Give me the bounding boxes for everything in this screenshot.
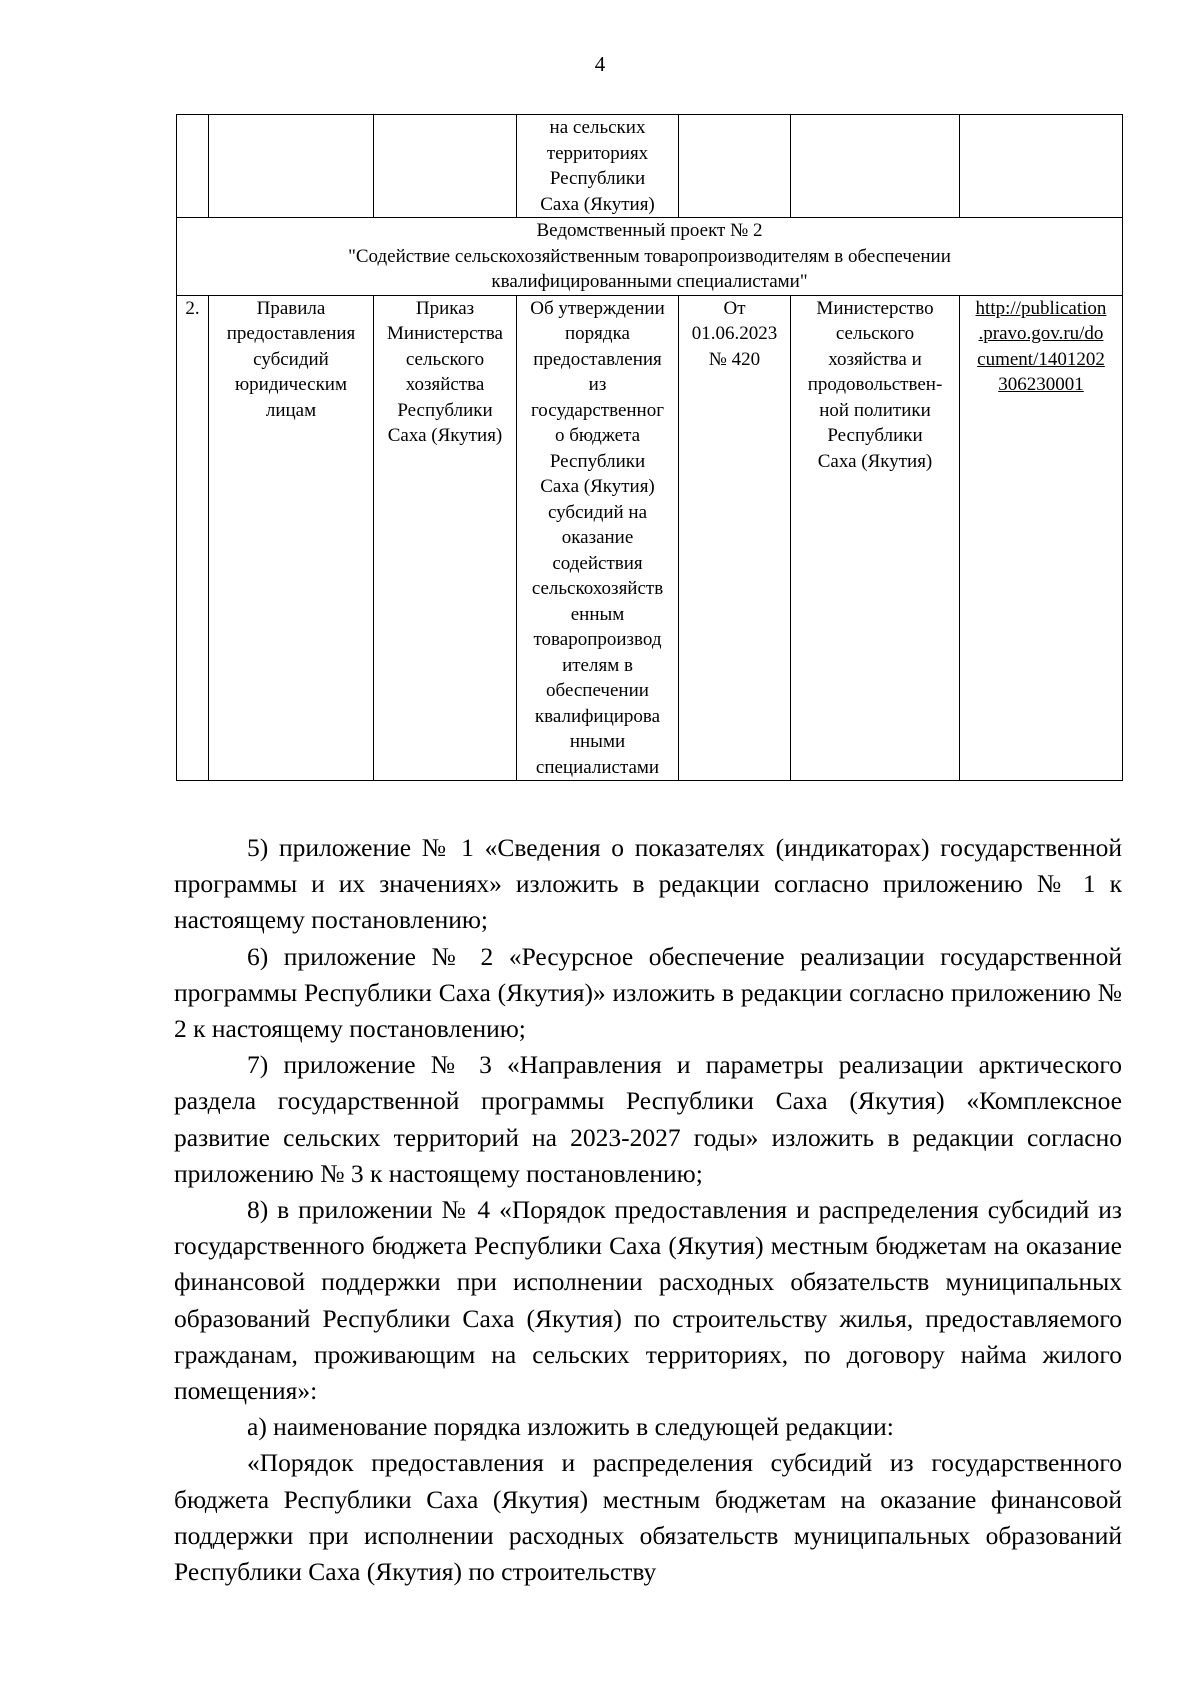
cell-org — [791, 295, 960, 781]
cell-line: Саха (Якутия) — [540, 476, 655, 497]
cell-line: продовольствен- — [807, 374, 943, 395]
cell-line: сельскохозяйств — [531, 578, 664, 599]
cell-line: предоставления — [533, 348, 662, 370]
cell-line: территориях — [546, 142, 649, 164]
cell-line: Саха (Якутия) — [817, 450, 933, 472]
document-link[interactable] — [962, 296, 1120, 398]
cell-line: От — [723, 297, 746, 319]
cell-date — [679, 295, 791, 781]
cell-line: № 420 — [708, 348, 761, 370]
paragraph-8: 8) в приложении № 4 «Порядок предоставления и распределения субсидий из государственного бюджета Республики Саха (Якутия) местным бюджетам на оказание финансовой поддержки при исполнении расходных обязательств муниципальных образований Республики Саха (Якутия) по строительству жилья, предоставляемого гражданам, проживающим на сельских территориях, по договору найма жилого помещения»: — [174, 1195, 1122, 1406]
cell-link — [960, 115, 1123, 218]
cell-line: Саха (Якутия) — [387, 425, 503, 446]
cell-line: субсидий — [253, 348, 329, 370]
section-header-row — [177, 218, 1123, 296]
cell-line: квалифицирова — [534, 705, 661, 727]
cell-line: сельского — [835, 323, 915, 344]
cell-line: нными — [569, 731, 626, 752]
cell-line: енным — [570, 603, 625, 625]
cell-date — [679, 115, 791, 218]
cell-line: Республики — [549, 168, 646, 189]
cell-title — [517, 295, 679, 781]
cell-line: товаропроизвод — [533, 629, 662, 650]
cell-line: Ведомственный проект № 2 — [536, 220, 763, 241]
cell-line: сельского — [405, 348, 485, 370]
paragraph-a: а) наименование порядка изложить в следующей редакции: — [247, 1412, 894, 1442]
cell-link — [960, 295, 1123, 781]
cell-line: лицам — [265, 399, 317, 421]
cell-line: Саха (Якутия) — [540, 193, 655, 215]
cell-line: Правила — [256, 297, 326, 319]
cell-line: государственног — [530, 399, 665, 421]
cell-line: субсидий на — [547, 501, 648, 523]
cell-line: обеспечении — [546, 680, 649, 701]
section-header — [177, 218, 1123, 296]
paragraph-6: 6) приложение № 2 «Ресурсное обеспечение реализации государственной программы Республики Саха (Якутия)» изложить в редакции согласно приложению № 2 к настоящему постановлению; — [174, 941, 1122, 1044]
page-number: 4 — [594, 52, 606, 76]
cell-line: ителям в — [562, 654, 633, 676]
table-row — [177, 295, 1123, 781]
programs-table — [176, 114, 1123, 781]
cell-line: Об утверждении — [530, 297, 665, 319]
cell-line: 01.06.2023 — [691, 323, 778, 344]
cell-act — [374, 295, 517, 781]
table-row-continued — [177, 115, 1123, 218]
cell-line: Республики — [827, 425, 923, 446]
cell-num — [177, 115, 209, 218]
paragraph-7: 7) приложение № 3 «Направления и параметры реализации арктического раздела государственной программы Республики Саха (Якутия) «Комплексное развитие сельских территорий на 2023-2027 годы» изложить в редакции согласно приложению № 3 к настоящему постановлению; — [174, 1050, 1122, 1188]
cell-title — [517, 115, 679, 218]
cell-line: 306230001 — [998, 374, 1084, 395]
cell-act — [374, 115, 517, 218]
cell-line: хозяйства и — [828, 348, 922, 370]
cell-line: cument/1401202 — [977, 348, 1105, 370]
cell-line: специалистами — [535, 756, 660, 778]
cell-line: Республики — [549, 450, 646, 472]
cell-num: 2. — [177, 295, 209, 781]
body-text — [174, 830, 1122, 1590]
cell-line: порядка — [565, 323, 630, 344]
cell-doc-name — [209, 295, 374, 781]
paragraph-quote: «Порядок предоставления и распределения субсидий из государственного бюджета Республики Саха (Якутия) местным бюджетам на оказание финансовой поддержки при исполнении расходных обязательств муниципальных образований Республики Саха (Якутия) по строительству — [174, 1448, 1122, 1587]
paragraph-5: 5) приложение № 1 «Сведения о показателях (индикаторах) государственной программы и их значениях» изложить в редакции согласно приложению № 1 к настоящему постановлению; — [174, 833, 1122, 935]
cell-line: Республики — [397, 399, 493, 421]
cell-line: квалифицированными специалистами" — [491, 271, 808, 292]
cell-line: юридическим — [234, 374, 347, 395]
cell-line: Министерства — [387, 323, 503, 344]
cell-org — [791, 115, 960, 218]
cell-line: "Содействие сельскохозяйственным товаропроизводителям в обеспечении — [348, 245, 951, 267]
cell-line: о бюджета — [554, 425, 641, 446]
cell-line: оказание — [561, 527, 634, 548]
cell-line: ной политики — [819, 399, 931, 421]
cell-line: содействия — [552, 552, 643, 574]
cell-doc-name — [209, 115, 374, 218]
cell-line: Приказ — [415, 297, 475, 319]
cell-line: хозяйства — [405, 374, 485, 395]
cell-line: на сельских — [549, 117, 646, 138]
cell-line: предоставления — [226, 323, 356, 344]
cell-line: Министерство — [816, 297, 934, 319]
cell-line: .pravo.gov.ru/do — [978, 323, 1104, 344]
cell-line: http://publication — [975, 297, 1107, 319]
cell-line: из — [588, 374, 607, 395]
